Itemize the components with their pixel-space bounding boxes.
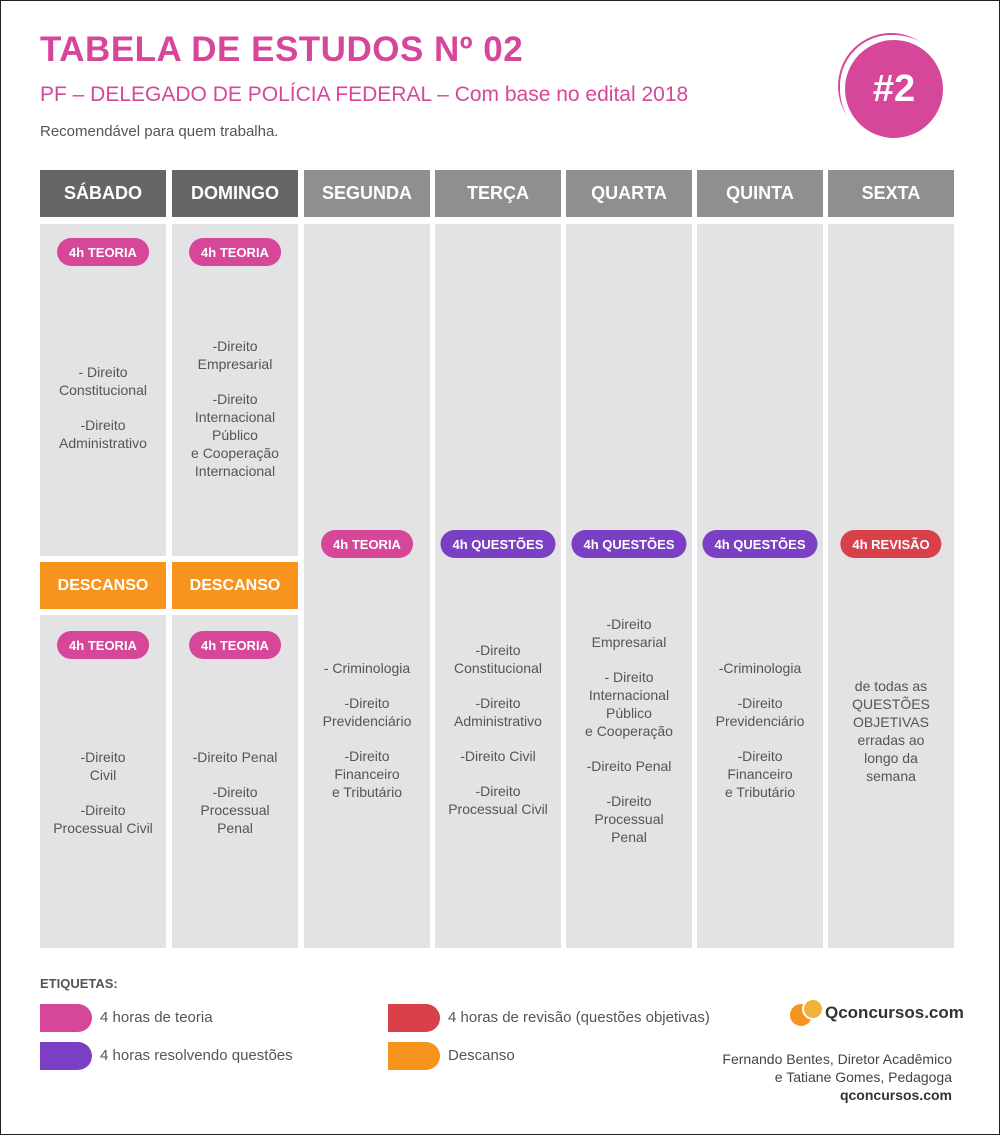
tag-revisao: 4h REVISÃO (840, 530, 941, 558)
subject-list (172, 337, 298, 497)
day-column-terca (435, 170, 561, 817)
legend-title: ETIQUETAS: (40, 976, 118, 991)
day-header: SÁBADO (40, 170, 166, 217)
day-header: SEGUNDA (304, 170, 430, 217)
day-header: DOMINGO (172, 170, 298, 217)
subject: -Direito Civil (80, 749, 126, 783)
tag-teoria: 4h TEORIA (321, 530, 413, 558)
legend-swatch-questoes (40, 1042, 92, 1070)
subject: -Direito Penal (192, 749, 278, 765)
subject-list (828, 677, 954, 802)
brand-logo (790, 998, 964, 1028)
brand-name: Qconcursos.com (825, 1003, 964, 1022)
subject: - Direito Constitucional (59, 364, 147, 398)
table-number-badge: #2 (840, 35, 948, 143)
subject: -Direito Previdenciário (715, 695, 805, 729)
subject-list (40, 363, 166, 469)
subject-list (304, 659, 430, 818)
rest-block: DESCANSO (172, 562, 298, 609)
legend-label: 4 horas de revisão (questões objetivas) (448, 1009, 710, 1026)
subject: -Direito Civil (460, 748, 536, 764)
tag-teoria: 4h TEORIA (57, 238, 149, 266)
subject: -Direito Administrativo (454, 695, 542, 729)
legend-swatch-teoria (40, 1004, 92, 1032)
legend-label: Descanso (448, 1047, 515, 1064)
tag-questoes: 4h QUESTÕES (702, 530, 817, 558)
subject: -Direito Empresarial (197, 338, 273, 372)
legend-label: 4 horas de teoria (100, 1009, 213, 1026)
day-column-sabado (40, 170, 166, 836)
block-panel (697, 224, 823, 948)
rest-block: DESCANSO (40, 562, 166, 609)
subject: -Direito Processual Penal (594, 793, 664, 845)
subject: -Direito Processual Civil (448, 783, 548, 817)
speech-bubble-icon (790, 998, 822, 1028)
subject: -Criminologia (718, 660, 802, 676)
subject: -Direito Previdenciário (322, 695, 412, 729)
page-note: Recomendável para quem trabalha. (40, 123, 279, 140)
legend-swatch-descanso (388, 1042, 440, 1070)
day-column-quinta (697, 170, 823, 800)
block-panel (435, 224, 561, 948)
subject-list (435, 641, 561, 835)
subject-list (566, 615, 692, 863)
tag-questoes: 4h QUESTÕES (571, 530, 686, 558)
subject: - Direito Internacional Público e Cooperação (585, 669, 673, 739)
subject-list (697, 659, 823, 818)
page-title: TABELA DE ESTUDOS Nº 02 (40, 30, 524, 69)
subject: -Direito Processual Penal (200, 784, 270, 836)
subject: -Direito Empresarial (591, 616, 667, 650)
subject: -Direito Penal (586, 758, 672, 774)
credits (722, 1050, 952, 1104)
day-header: TERÇA (435, 170, 561, 217)
subject: de todas as QUESTÕES OBJETIVAS erradas ao longo da semana (852, 678, 930, 784)
day-column-segunda (304, 170, 430, 800)
subject-list (40, 748, 166, 854)
day-column-sexta (828, 170, 954, 784)
credit-line: Fernando Bentes, Diretor Acadêmico (722, 1051, 952, 1067)
day-header: QUARTA (566, 170, 692, 217)
tag-questoes: 4h QUESTÕES (440, 530, 555, 558)
tag-teoria: 4h TEORIA (57, 631, 149, 659)
credit-line: e Tatiane Gomes, Pedagoga (774, 1069, 952, 1085)
subject: -Direito Financeiro e Tributário (724, 748, 796, 800)
block-panel (828, 224, 954, 948)
subject: -Direito Internacional Público e Cooperação Internacional (191, 391, 279, 479)
tag-teoria: 4h TEORIA (189, 238, 281, 266)
subject: -Direito Constitucional (454, 642, 542, 676)
legend-label: 4 horas resolvendo questões (100, 1047, 293, 1064)
subject: -Direito Administrativo (59, 417, 147, 451)
day-column-quarta (566, 170, 692, 845)
day-column-domingo (172, 170, 298, 836)
block-panel (304, 224, 430, 948)
subject: - Criminologia (323, 660, 411, 676)
tag-teoria: 4h TEORIA (189, 631, 281, 659)
subject: -Direito Processual Civil (53, 802, 153, 836)
page-subtitle: PF – DELEGADO DE POLÍCIA FEDERAL – Com base no edital 2018 (40, 83, 689, 106)
day-header: SEXTA (828, 170, 954, 217)
subject: -Direito Financeiro e Tributário (331, 748, 403, 800)
subject-list (172, 748, 298, 854)
site-url: qconcursos.com (839, 1087, 952, 1103)
legend-swatch-revisao (388, 1004, 440, 1032)
day-header: QUINTA (697, 170, 823, 217)
